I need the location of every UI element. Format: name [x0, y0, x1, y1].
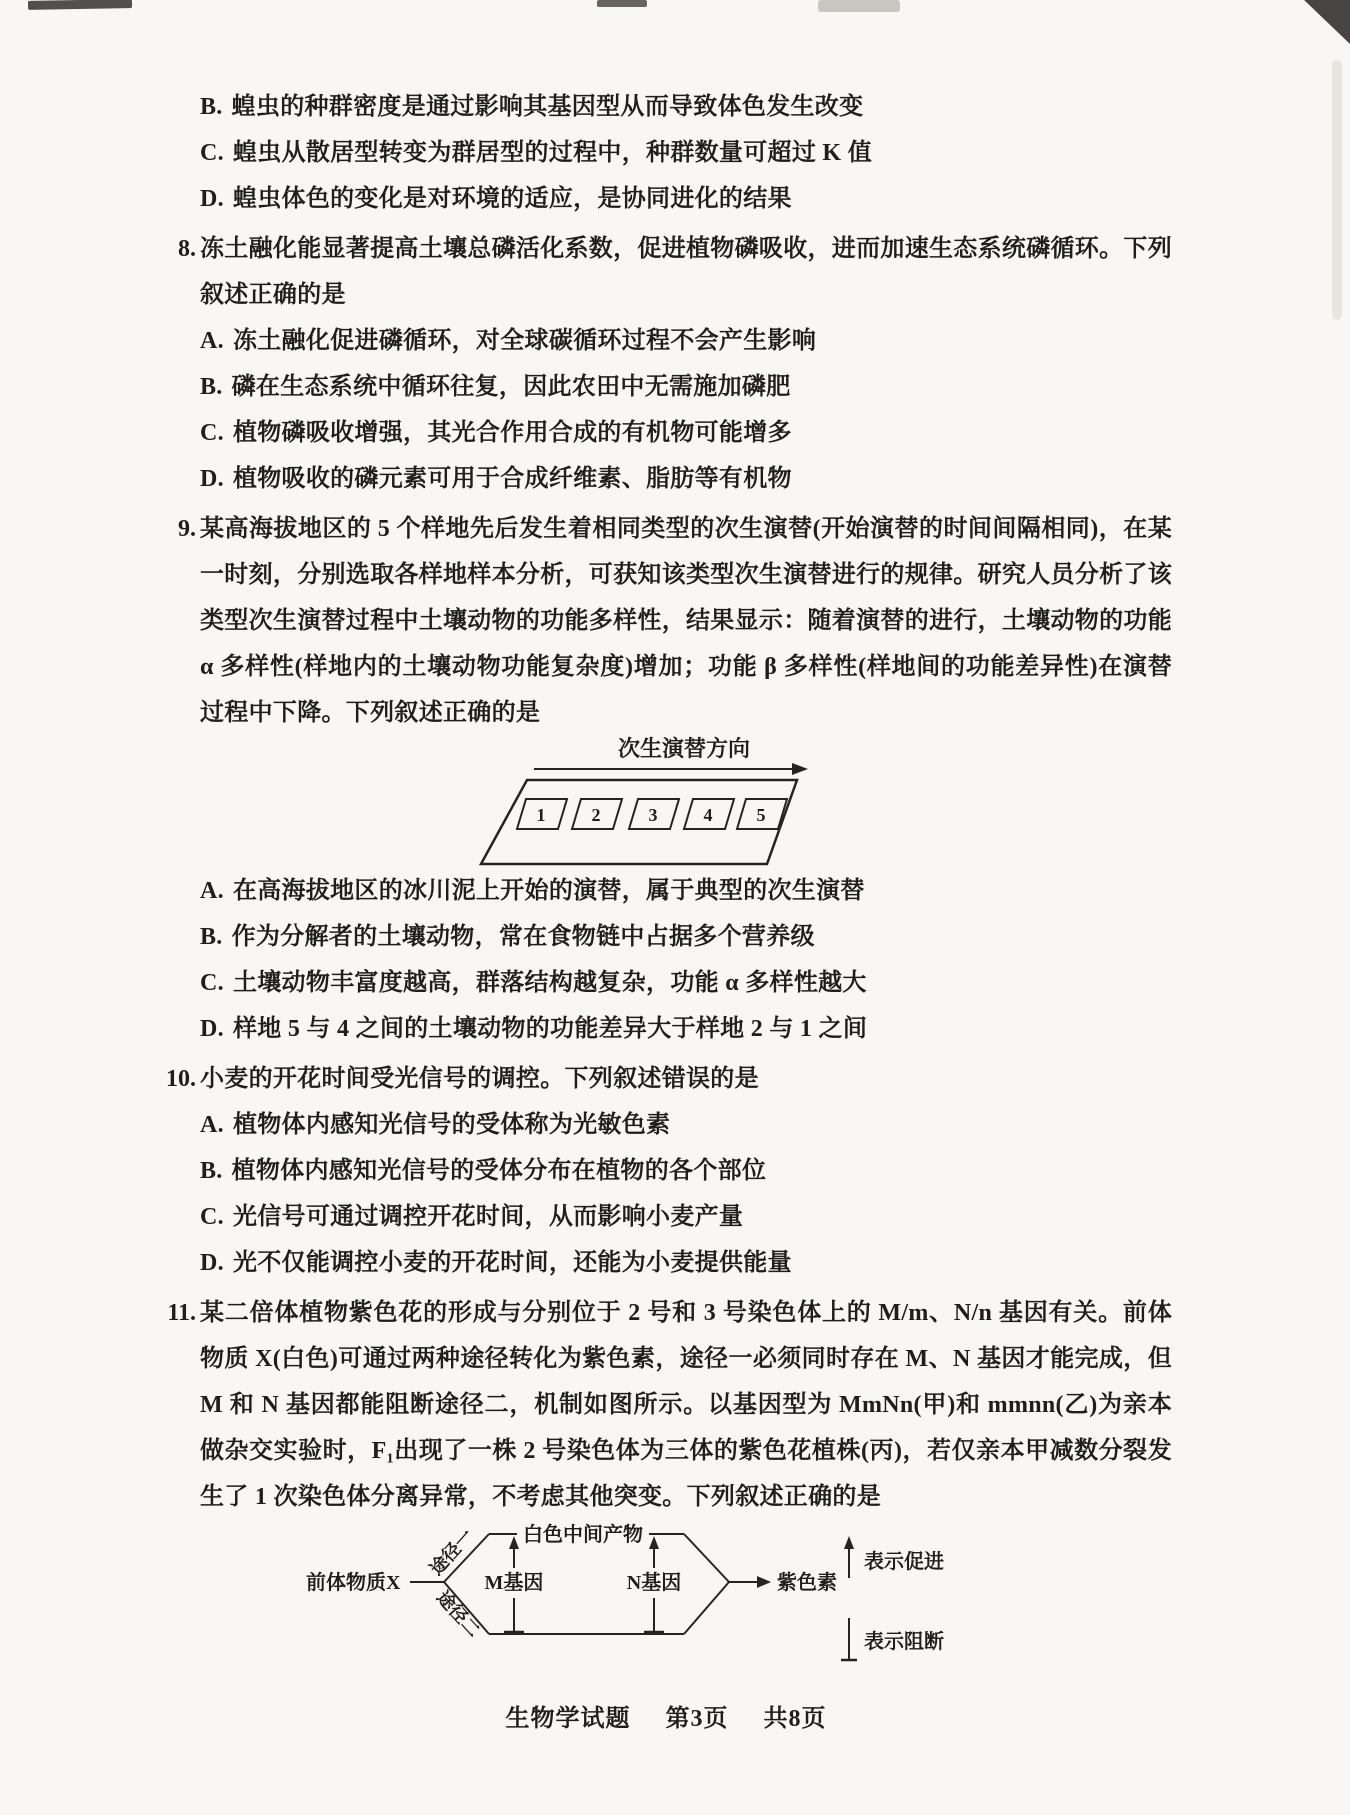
footer-page-total: 共8页	[763, 1706, 827, 1732]
product-label: 紫色素	[777, 1572, 837, 1594]
plot-3-number: 3	[648, 805, 658, 825]
option-label: B.	[200, 94, 223, 120]
legend-block-label: 表示阻断	[864, 1631, 944, 1653]
option-row	[200, 364, 1172, 410]
option-row	[200, 1194, 1172, 1240]
option-row	[200, 84, 1172, 130]
option-text: 光不仅能调控小麦的开花时间，还能为小麦提供能量	[232, 1250, 792, 1276]
option-row	[200, 1240, 1172, 1286]
pathway2-converge	[684, 1582, 729, 1634]
option-row	[200, 318, 1172, 364]
question-number: 11.	[167, 1300, 196, 1326]
option-label: B.	[200, 1158, 223, 1184]
option-label: C.	[200, 1204, 224, 1230]
option-text: 光信号可通过调控开花时间，从而影响小麦产量	[232, 1204, 744, 1230]
option-label: B.	[200, 374, 223, 400]
legend-promote-label: 表示促进	[864, 1551, 944, 1573]
option-label: C.	[200, 140, 224, 166]
question-8	[160, 226, 1172, 502]
option-text: 在高海拔地区的冰川泥上开始的演替，属于典型的次生演替	[232, 878, 865, 904]
option-label: A.	[200, 1112, 224, 1138]
option-row	[200, 130, 1172, 176]
plot-5-number: 5	[756, 805, 766, 825]
plot-2-number: 2	[591, 805, 601, 825]
option-row	[200, 1148, 1172, 1194]
option-row	[200, 456, 1172, 502]
question-10	[160, 1056, 1172, 1286]
question-stem: 冻土融化能显著提高土壤总磷活化系数，促进植物磷吸收，进而加速生态系统磷循环。下列叙述正确的是	[200, 236, 1172, 308]
option-row	[200, 410, 1172, 456]
question-number: 8.	[178, 236, 196, 262]
pigment-pathway-diagram	[304, 1522, 964, 1682]
question-stem: 某二倍体植物紫色花的形成与分别位于 2 号和 3 号染色体上的 M/m、N/n 基因有关。前体物质 X(白色)可通过两种途径转化为紫色素，途径一必须同时存在 M、N 基因才能完成，但 M 和 N 基因都能阻断途径二，机制如图所示。以基因型为 MmNn(甲)和 mmnn(乙)为亲本做杂交实验时，F₁出现了一株 2 号染色体为三体的紫色花植株(丙)，若仅亲本甲减数分裂发生了 1 次染色体分离异常，不考虑其他突变。下列叙述正确的是	[200, 1300, 1172, 1510]
option-label: D.	[200, 186, 224, 212]
scan-artifact	[818, 0, 900, 12]
plot-4-number: 4	[703, 805, 713, 825]
option-label: C.	[200, 420, 224, 446]
field-strip-parallelogram	[481, 780, 797, 864]
option-text: 蝗虫体色的变化是对环境的适应，是协同进化的结果	[232, 186, 792, 212]
pathway1-converge	[684, 1534, 729, 1582]
question-stem: 小麦的开花时间受光信号的调控。下列叙述错误的是	[200, 1066, 759, 1092]
option-label: A.	[200, 878, 224, 904]
option-label: D.	[200, 1250, 224, 1276]
option-row	[200, 914, 1172, 960]
option-row	[200, 868, 1172, 914]
gene-n-promote-arrowhead	[649, 1536, 659, 1549]
pathway1-label: 途径一	[426, 1525, 478, 1579]
option-text: 磷在生态系统中循环往复，因此农田中无需施加磷肥	[231, 374, 791, 400]
option-row	[200, 1102, 1172, 1148]
option-text: 蝗虫的种群密度是通过影响其基因型从而导致体色发生改变	[231, 94, 864, 120]
option-row	[200, 960, 1172, 1006]
question-number: 10.	[166, 1066, 196, 1092]
question-stem: 某高海拔地区的 5 个样地先后发生着相同类型的次生演替(开始演替的时间间隔相同)，在某一时刻，分别选取各样地样本分析，可获知该类型次生演替进行的规律。研究人员分析了该类型次生演替过程中土壤动物的功能多样性，结果显示：随着演替的进行，土壤动物的功能 α 多样性(样地内的土壤动物功能复杂度)增加；功能 β 多样性(样地间的功能差异性)在演替过程中下降。下列叙述正确的是	[200, 516, 1172, 726]
page-content	[160, 80, 1172, 1733]
scan-artifact	[1294, 0, 1350, 44]
succession-diagram	[478, 736, 818, 868]
option-row	[200, 176, 1172, 222]
option-text: 植物磷吸收增强，其光合作用合成的有机物可能增多	[232, 420, 792, 446]
footer-page-number: 第3页	[665, 1706, 729, 1732]
option-label: C.	[200, 970, 224, 996]
scan-artifact	[1332, 60, 1342, 320]
option-label: D.	[200, 466, 224, 492]
intermediate-label: 白色中间产物	[523, 1524, 643, 1546]
scan-artifact	[597, 0, 647, 7]
option-text: 样地 5 与 4 之间的土壤动物的功能差异大于样地 2 与 1 之间	[232, 1016, 868, 1042]
option-text: 植物体内感知光信号的受体称为光敏色素	[232, 1112, 671, 1138]
pathway2-label: 途径二	[432, 1587, 484, 1641]
question-9	[160, 506, 1172, 1052]
option-text: 作为分解者的土壤动物，常在食物链中占据多个营养级	[231, 924, 815, 950]
option-label: B.	[200, 924, 223, 950]
question-11	[160, 1290, 1172, 1682]
question-number	[160, 84, 200, 222]
product-arrowhead	[757, 1576, 771, 1588]
plot-1-number: 1	[536, 805, 546, 825]
option-text: 植物吸收的磷元素可用于合成纤维素、脂肪等有机物	[232, 466, 792, 492]
question-7-partial	[160, 84, 1172, 222]
page-footer	[160, 1698, 1172, 1733]
succession-direction-label: 次生演替方向	[617, 736, 751, 761]
succession-arrowhead	[792, 763, 808, 775]
footer-title: 生物学试题	[505, 1706, 631, 1732]
precursor-label: 前体物质X	[306, 1572, 401, 1594]
option-text: 植物体内感知光信号的受体分布在植物的各个部位	[231, 1158, 767, 1184]
gene-n-label: N基因	[626, 1572, 682, 1594]
option-label: D.	[200, 1016, 224, 1042]
question-number: 9.	[178, 516, 196, 542]
legend-promote-arrowhead	[844, 1536, 854, 1549]
option-text: 冻土融化促进磷循环，对全球碳循环过程不会产生影响	[232, 328, 817, 354]
option-text: 蝗虫从散居型转变为群居型的过程中，种群数量可超过 K 值	[232, 140, 873, 166]
gene-m-label: M基因	[484, 1572, 544, 1594]
option-text: 土壤动物丰富度越高，群落结构越复杂，功能 α 多样性越大	[232, 970, 867, 996]
scan-artifact	[28, 0, 132, 10]
option-label: A.	[200, 328, 224, 354]
option-row	[200, 1006, 1172, 1052]
